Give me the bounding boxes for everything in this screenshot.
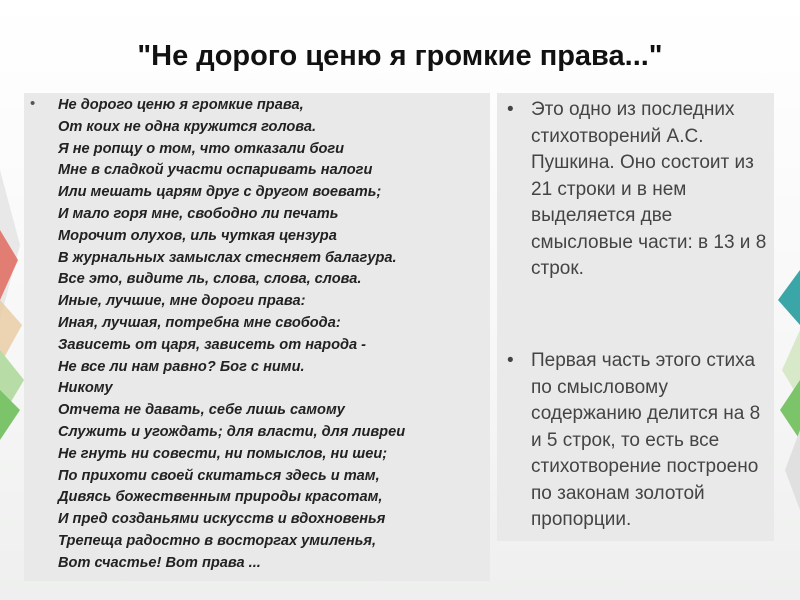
poem-line: Морочит олухов, иль чуткая цензура bbox=[58, 227, 337, 244]
poem-line: Никому bbox=[58, 380, 113, 397]
slide-title: "Не дорого ценю я громкие права..." bbox=[137, 40, 663, 72]
poem-line: Не гнуть ни совести, ни помыслов, ни шеи; bbox=[58, 445, 388, 462]
poem-line: И пред созданьями искусств и вдохновенья bbox=[58, 511, 386, 528]
poem-line: Все это, видите ль, слова, слова, слова. bbox=[58, 271, 362, 288]
poem-line: Дивясь божественным природы красотам, bbox=[58, 489, 383, 506]
poem-line: Трепеща радостно в восторгах умиленья, bbox=[58, 532, 377, 549]
note-text: Это одно из последних стихотворений А.С. Пушкина. Оно состоит из 21 строки и в нем выделяется две смысловые части: в 13 и 8 строк. bbox=[531, 99, 767, 279]
poem-line: Зависеть от царя, зависеть от народа - bbox=[58, 336, 367, 353]
bullet-marker: • bbox=[507, 350, 514, 371]
poem-line: От коих не одна кружится голова. bbox=[58, 118, 317, 135]
poem-line: Я не ропщу о том, что отказали боги bbox=[58, 140, 345, 157]
poem-line: Вот счастье! Вот права ... bbox=[58, 554, 261, 571]
bullet-marker: • bbox=[30, 95, 36, 112]
poem-line: Служить и угождать; для власти, для ливреи bbox=[58, 423, 406, 440]
bullet-marker: • bbox=[507, 99, 514, 120]
poem-line: И мало горя мне, свободно ли печать bbox=[58, 205, 339, 222]
notes-panel bbox=[497, 93, 774, 541]
poem-panel bbox=[24, 93, 490, 581]
poem-line: В журнальных замыслах стесняет балагура. bbox=[58, 249, 397, 266]
note-item bbox=[507, 348, 767, 534]
poem-line: Иные, лучшие, мне дороги права: bbox=[58, 293, 306, 310]
poem-line: Отчета не давать, себе лишь самому bbox=[58, 402, 345, 419]
note-item bbox=[507, 97, 767, 283]
poem-line: Не дорого ценю я громкие права, bbox=[58, 97, 304, 113]
poem-lines bbox=[58, 95, 490, 575]
poem-line: Или мешать царям друг с другом воевать; bbox=[58, 184, 382, 201]
poem-line: По прихоти своей скитаться здесь и там, bbox=[58, 467, 380, 484]
poem-line: Иная, лучшая, потребна мне свобода: bbox=[58, 314, 341, 331]
note-text: Первая часть этого стиха по смысловому содержанию делится на 8 и 5 строк, то есть все стихотворение построено по законам золотой пропорции. bbox=[531, 350, 761, 530]
poem-line: Мне в сладкой участи оспаривать налоги bbox=[58, 162, 373, 179]
poem-line: Не все ли нам равно? Бог с ними. bbox=[58, 358, 305, 375]
